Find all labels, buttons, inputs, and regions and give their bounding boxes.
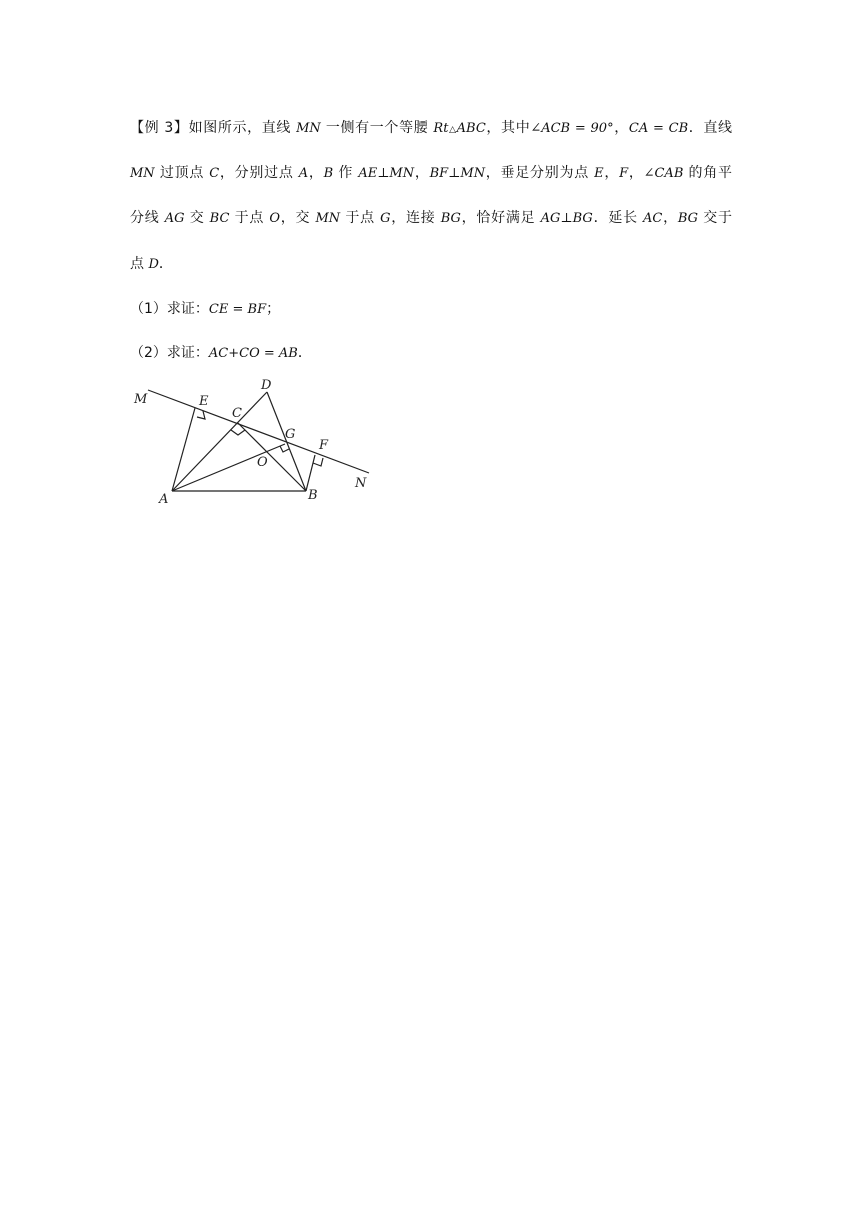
math-MN: MN <box>296 121 321 136</box>
math-C: C <box>209 166 220 181</box>
math-MN: MN <box>315 211 341 226</box>
label-E: E <box>199 394 209 409</box>
text: 如图所示，直线 <box>188 120 297 136</box>
math-BG: BG <box>677 211 699 226</box>
text: 交 <box>184 210 210 226</box>
math-BC: BC <box>209 211 230 226</box>
geometry-figure <box>128 374 378 510</box>
question-1-label: （1）求证： <box>130 301 209 317</box>
text: ，其中 <box>485 120 531 136</box>
math-MN: MN <box>130 166 155 181</box>
label-O: O <box>257 455 268 470</box>
bracket-open: 【 <box>130 120 145 136</box>
math-F: F <box>619 166 629 181</box>
problem-line-3 <box>130 208 732 229</box>
segment-CB <box>238 423 306 491</box>
text: ，垂足分别为点 <box>485 165 595 181</box>
example-label: 例 3 <box>144 120 174 136</box>
bracket-close: 】 <box>173 120 189 136</box>
segment-BF <box>306 455 315 491</box>
text: ．直线 <box>688 120 733 136</box>
label-B: B <box>308 488 318 503</box>
math-B: B <box>323 166 334 181</box>
text: 的角平 <box>683 165 733 181</box>
math-E: E <box>594 166 604 181</box>
text: 于点 <box>229 210 270 226</box>
math-G: G <box>380 211 391 226</box>
text: ， <box>603 165 620 181</box>
text: ，分别过点 <box>219 165 299 181</box>
label-G: G <box>285 427 296 442</box>
question-2 <box>130 343 732 364</box>
right-angle-mark-G <box>280 446 289 452</box>
math-BG: BG <box>440 211 461 226</box>
text: 过顶点 <box>154 165 210 181</box>
math-D: D <box>148 257 159 272</box>
right-angle-mark-E <box>197 411 205 419</box>
math-AE-perp-MN: AE⊥MN <box>358 166 415 181</box>
text: ， <box>414 165 430 181</box>
problem-line-4 <box>130 254 732 275</box>
math-angle-ACB: ∠ACB = 90° <box>530 121 614 136</box>
math-ABC: ABC <box>456 121 486 136</box>
math-AG: AG <box>164 211 185 226</box>
math-angle-CAB: ∠CAB <box>643 166 684 181</box>
question-1-expr: CE = BF <box>208 302 267 317</box>
text: 点 <box>130 256 149 272</box>
text: ， <box>308 165 324 181</box>
text: ， <box>662 210 678 226</box>
math-CA-eq-CB: CA = CB <box>628 121 689 136</box>
question-1 <box>130 299 732 320</box>
text: 于点 <box>340 210 381 226</box>
question-2-end: ． <box>297 345 312 361</box>
text: ，连接 <box>390 210 441 226</box>
triangle-symbol: △ <box>448 125 457 135</box>
problem-line-2 <box>130 163 732 184</box>
label-D: D <box>261 378 272 393</box>
text: ．延长 <box>592 210 644 226</box>
math-AG-perp-BG: AG⊥BG <box>540 211 593 226</box>
text: 交于 <box>698 210 733 226</box>
math-A: A <box>298 166 309 181</box>
label-C: C <box>232 406 242 421</box>
text: 一侧有一个等腰 <box>320 120 434 136</box>
question-1-end: ； <box>266 301 281 317</box>
segment-AG <box>172 444 285 491</box>
label-A: A <box>159 492 169 507</box>
math-Rt: Rt <box>433 121 449 136</box>
math-O: O <box>269 211 281 226</box>
label-M: M <box>134 392 148 407</box>
right-angle-mark-C <box>231 430 245 435</box>
label-F: F <box>319 438 329 453</box>
text: ． <box>158 256 173 272</box>
text: 作 <box>333 165 359 181</box>
text: 分线 <box>130 210 165 226</box>
problem-line-1 <box>130 118 732 140</box>
label-N: N <box>355 476 367 491</box>
text: ， <box>613 120 629 136</box>
text: ，交 <box>280 210 316 226</box>
math-AC: AC <box>643 211 663 226</box>
text: ，恰好满足 <box>460 210 541 226</box>
math-BF-perp-MN: BF⊥MN <box>429 166 486 181</box>
question-2-expr: AC+CO = AB <box>208 346 298 361</box>
text: ， <box>628 165 644 181</box>
question-2-label: （2）求证： <box>130 345 209 361</box>
